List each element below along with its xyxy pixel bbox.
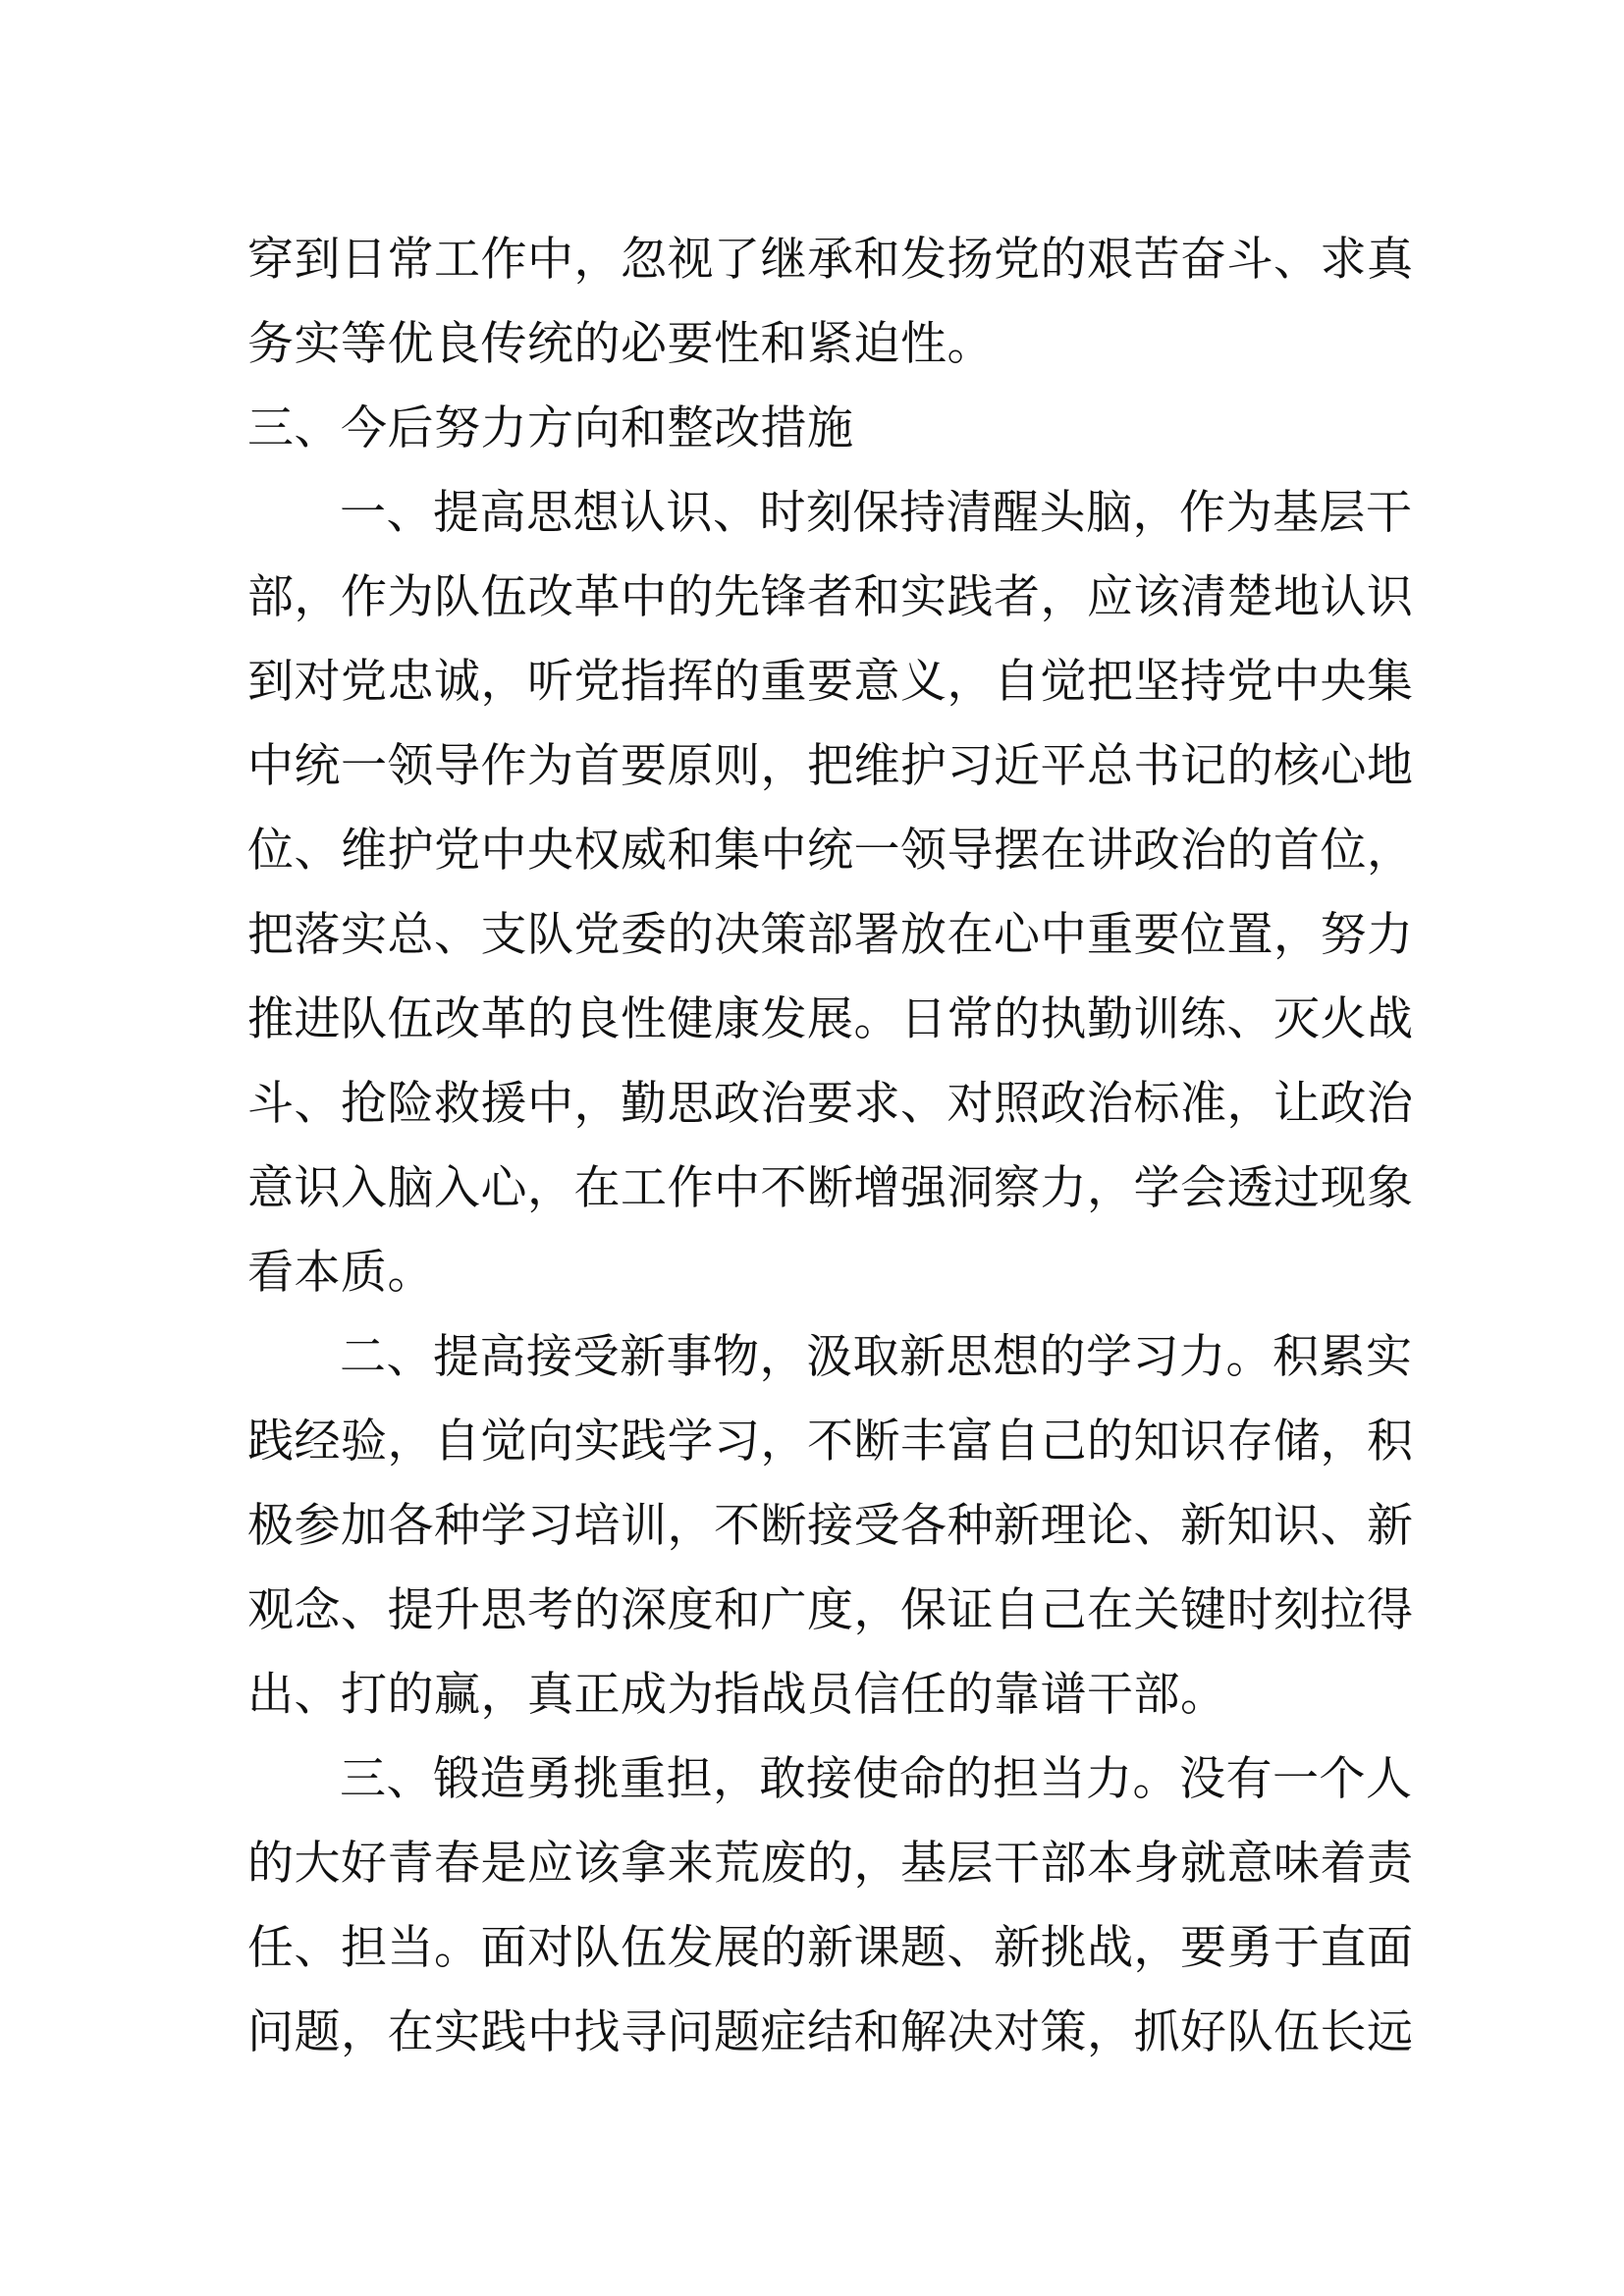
text-line: 出、打的赢，真正成为指战员信任的靠谱干部。 — [247, 1668, 1227, 1722]
paragraph-start: 二、提高接受新事物，汲取新思想的学习力。积累实 — [340, 1330, 1413, 1384]
text-line: 看本质。 — [247, 1246, 434, 1300]
text-line: 问题，在实践中找寻问题症结和解决对策，抓好队伍长远 — [247, 2005, 1414, 2059]
text-line: 务实等优良传统的必要性和紧迫性。 — [247, 317, 994, 371]
text-line: 观念、提升思考的深度和广度，保证自己在关键时刻拉得 — [247, 1583, 1414, 1637]
document-body — [247, 218, 1414, 2075]
text-line: 的大好青春是应该拿来荒废的，基层干部本身就意味着责 — [247, 1837, 1414, 1891]
text-line: 意识入脑入心，在工作中不断增强洞察力，学会透过现象 — [247, 1161, 1414, 1215]
text-line: 任、担当。面对队伍发展的新课题、新挑战，要勇于直面 — [247, 1921, 1414, 1975]
text-line: 到对党忠诚，听党指挥的重要意义，自觉把坚持党中央集 — [247, 655, 1414, 709]
paragraph-start: 三、锻造勇挑重担，敢接使命的担当力。没有一个人 — [340, 1752, 1413, 1806]
text-line: 中统一领导作为首要原则，把维护习近平总书记的核心地 — [247, 739, 1414, 793]
text-line: 位、维护党中央权威和集中统一领导摆在讲政治的首位， — [247, 824, 1414, 878]
text-line: 把落实总、支队党委的决策部署放在心中重要位置，努力 — [247, 908, 1414, 962]
text-line: 践经验，自觉向实践学习，不断丰富自己的知识存储，积 — [247, 1415, 1414, 1468]
text-line: 穿到日常工作中，忽视了继承和发扬党的艰苦奋斗、求真 — [247, 233, 1414, 287]
text-line: 斗、抢险救援中，勤思政治要求、对照政治标准，让政治 — [247, 1077, 1414, 1131]
section-heading: 三、今后努力方向和整改措施 — [247, 401, 854, 455]
text-line: 部，作为队伍改革中的先锋者和实践者，应该清楚地认识 — [247, 570, 1414, 624]
paragraph-start: 一、提高思想认识、时刻保持清醒头脑，作为基层干 — [340, 486, 1413, 540]
text-line: 推进队伍改革的良性健康发展。日常的执勤训练、灭火战 — [247, 992, 1414, 1046]
text-line: 极参加各种学习培训，不断接受各种新理论、新知识、新 — [247, 1499, 1414, 1553]
